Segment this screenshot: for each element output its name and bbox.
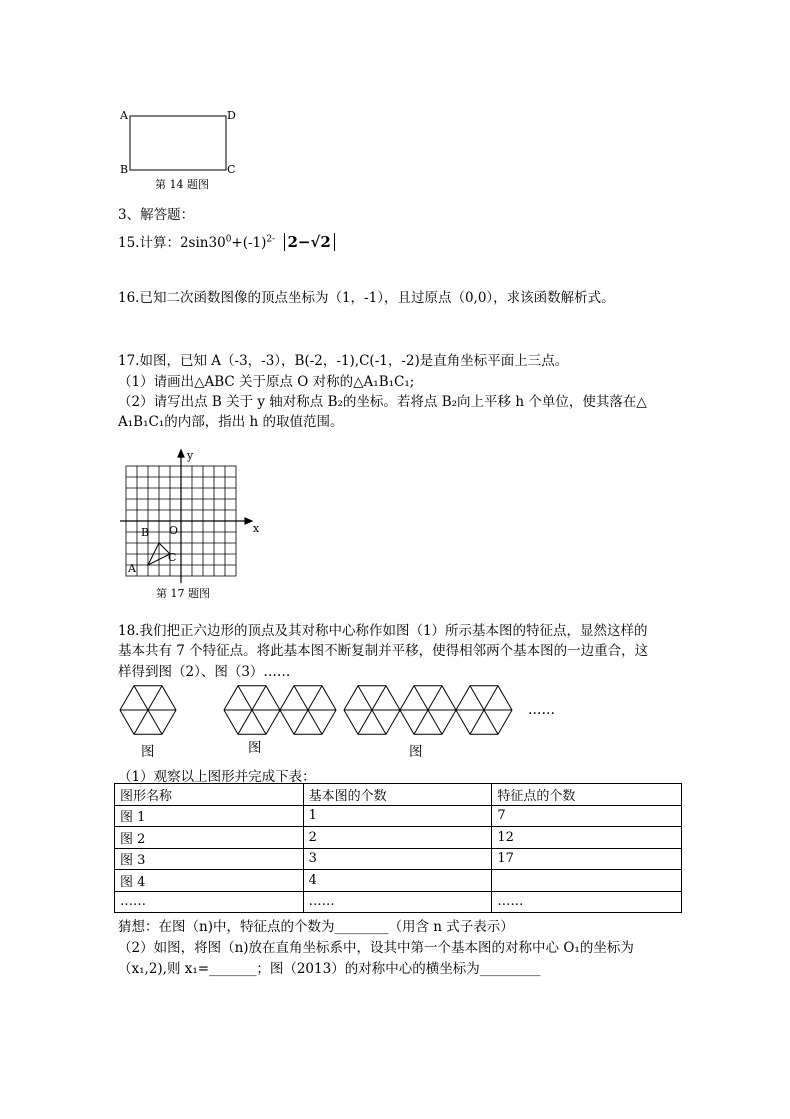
table-header: 特征点的个数 [492,784,682,806]
fig14-caption: 第 14 题图 [155,178,209,191]
table-row [115,891,682,913]
table-cell: 图 1 [115,805,304,827]
question-17-line-1: 17.如图，已知 A（-3，-3），B(-2，-1),C(-1，-2)是直角坐标平面上三点。 [118,353,569,369]
question-17-line-3: （2）请写出点 B 关于 y 轴对称点 B₂的坐标。若将点 B₂向上平移 h 个单位，使其落在△ [118,394,647,410]
fig17-caption: 第 17 题图 [156,587,210,600]
figure-17-grid [118,448,268,583]
table-cell: 2 [303,827,492,849]
fig17-point-a-label: A [128,562,136,575]
table-cell: 4 [303,870,492,892]
table-row [115,848,682,870]
q15-minus: - [272,234,276,245]
q15-degree: 0 [225,234,232,245]
table-cell: 17 [492,848,682,870]
question-16: 16.已知二次函数图像的顶点坐标为（1，-1），且过原点（0,0），求该函数解析式。 [118,290,615,306]
question-18-line-3: 样得到图（2）、图（3）…… [118,664,291,680]
table-cell: 1 [303,805,492,827]
q15-exponent: 2 [266,234,273,245]
table-cell-blank[interactable] [492,870,682,892]
q18-sub-1: （1）观察以上图形并完成下表： [118,769,316,785]
q18-guess: 猜想：在图（n)中，特征点的个数为________（用含 n 式子表示） [118,919,514,935]
question-15 [118,231,335,251]
table-cell: 图 3 [115,848,304,870]
table-header-row [115,784,682,806]
question-18-line-2: 基本共有 7 个特征点。将此基本图不断复制并平移，使得相邻两个基本图的一边重合，这 [118,643,649,659]
characteristic-points-table [114,783,682,913]
table-cell: …… [492,891,682,913]
q15-part2: +(-1) [231,235,267,251]
table-cell: …… [303,891,492,913]
table-header: 图形名称 [115,784,304,806]
hex-fig-1-label: 图 [141,744,155,760]
question-17-line-2: （1）请画出△ABC 关于原点 O 对称的△A₁B₁C₁; [118,374,415,390]
table-cell: 图 4 [115,870,304,892]
question-17-line-4: A₁B₁C₁的内部，指出 h 的取值范围。 [118,414,344,430]
fig17-x-label: x [253,522,260,535]
table-row [115,870,682,892]
question-18-line-1: 18.我们把正六边形的顶点及其对称中心称作如图（1）所示基本图的特征点，显然这样的 [118,623,648,639]
table-cell: 7 [492,805,682,827]
fig17-origin-label: O [169,524,179,537]
table-cell: …… [115,891,304,913]
fig17-point-b-label: B [141,526,150,539]
fig14-label-c: C [227,163,236,176]
q18-sub-2-line-1: （2）如图，将图（n)放在直角坐标系中，设其中第一个基本图的对称中心 O₁的坐标为 [118,940,634,956]
table-cell: 3 [303,848,492,870]
fig17-point-c-label: C [168,551,177,564]
table-cell: 12 [492,827,682,849]
hex-ellipsis: …… [528,702,555,718]
fig17-y-label: y [187,449,194,462]
hex-fig-2-label: 图 [248,740,262,756]
q18-sub-2-line-2: （x₁,2),则 x₁=_______；图（2013）的对称中心的横坐标为_________ [118,961,541,977]
hex-fig-3-label: 图 [409,744,423,760]
q15-abs-content: 2−√2 [287,233,331,251]
q15-abs-value [284,233,335,251]
section-3-heading: 3、解答题： [118,207,195,223]
table-cell: 图 2 [115,827,304,849]
table-row [115,805,682,827]
hexagon-figures [110,680,530,740]
fig14-label-b: B [120,163,129,176]
fig14-label-a: A [120,109,128,122]
q15-prefix: 15.计算：2sin30 [118,235,226,251]
table-row [115,827,682,849]
fig14-label-d: D [227,109,236,122]
table-header: 基本图的个数 [303,784,492,806]
